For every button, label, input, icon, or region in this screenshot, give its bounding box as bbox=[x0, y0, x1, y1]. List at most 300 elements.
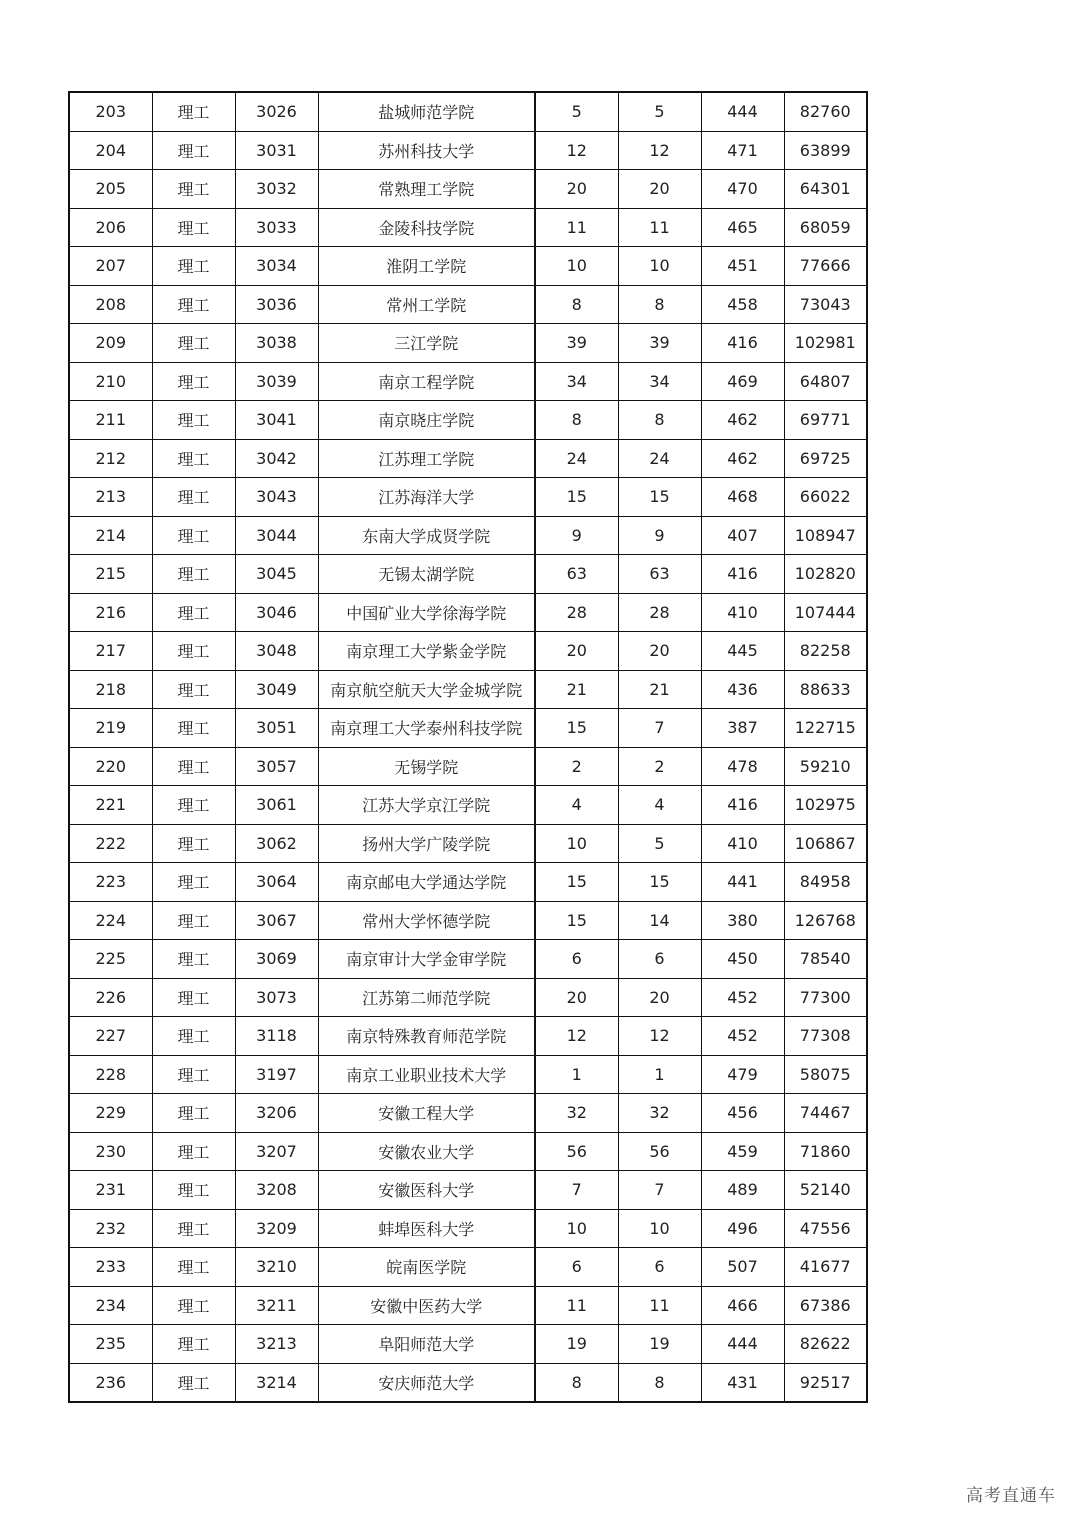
cell-score: 451 bbox=[701, 247, 784, 286]
cell-rank: 41677 bbox=[784, 1248, 867, 1287]
cell-name: 无锡太湖学院 bbox=[318, 555, 535, 594]
cell-enrolled: 10 bbox=[618, 1209, 701, 1248]
cell-plan: 24 bbox=[535, 439, 618, 478]
cell-rank: 63899 bbox=[784, 131, 867, 170]
cell-category: 理工 bbox=[152, 478, 235, 517]
cell-index: 226 bbox=[69, 978, 152, 1017]
cell-rank: 102975 bbox=[784, 786, 867, 825]
cell-category: 理工 bbox=[152, 709, 235, 748]
cell-plan: 21 bbox=[535, 670, 618, 709]
admission-score-table bbox=[68, 91, 868, 1403]
table-row bbox=[69, 439, 867, 478]
table-row bbox=[69, 1286, 867, 1325]
cell-enrolled: 1 bbox=[618, 1055, 701, 1094]
cell-plan: 10 bbox=[535, 824, 618, 863]
cell-score: 410 bbox=[701, 593, 784, 632]
cell-score: 478 bbox=[701, 747, 784, 786]
cell-index: 221 bbox=[69, 786, 152, 825]
cell-score: 507 bbox=[701, 1248, 784, 1287]
cell-rank: 82622 bbox=[784, 1325, 867, 1364]
table-row bbox=[69, 247, 867, 286]
cell-rank: 64807 bbox=[784, 362, 867, 401]
cell-category: 理工 bbox=[152, 632, 235, 671]
cell-rank: 84958 bbox=[784, 863, 867, 902]
table-row bbox=[69, 1017, 867, 1056]
cell-index: 210 bbox=[69, 362, 152, 401]
table-row bbox=[69, 593, 867, 632]
cell-name: 常州工学院 bbox=[318, 285, 535, 324]
cell-score: 462 bbox=[701, 439, 784, 478]
cell-enrolled: 15 bbox=[618, 863, 701, 902]
cell-name: 淮阴工学院 bbox=[318, 247, 535, 286]
cell-name: 常熟理工学院 bbox=[318, 170, 535, 209]
cell-name: 南京理工大学泰州科技学院 bbox=[318, 709, 535, 748]
cell-enrolled: 20 bbox=[618, 978, 701, 1017]
cell-name: 金陵科技学院 bbox=[318, 208, 535, 247]
cell-index: 211 bbox=[69, 401, 152, 440]
table-row bbox=[69, 1094, 867, 1133]
table-row bbox=[69, 170, 867, 209]
cell-plan: 56 bbox=[535, 1132, 618, 1171]
cell-score: 445 bbox=[701, 632, 784, 671]
cell-category: 理工 bbox=[152, 901, 235, 940]
cell-plan: 11 bbox=[535, 208, 618, 247]
cell-score: 444 bbox=[701, 92, 784, 131]
cell-category: 理工 bbox=[152, 516, 235, 555]
cell-category: 理工 bbox=[152, 1017, 235, 1056]
cell-category: 理工 bbox=[152, 1171, 235, 1210]
cell-enrolled: 4 bbox=[618, 786, 701, 825]
cell-score: 416 bbox=[701, 324, 784, 363]
cell-name: 南京工程学院 bbox=[318, 362, 535, 401]
cell-code: 3036 bbox=[235, 285, 318, 324]
cell-index: 223 bbox=[69, 863, 152, 902]
cell-index: 203 bbox=[69, 92, 152, 131]
cell-index: 234 bbox=[69, 1286, 152, 1325]
cell-code: 3046 bbox=[235, 593, 318, 632]
cell-score: 452 bbox=[701, 978, 784, 1017]
cell-name: 安徽农业大学 bbox=[318, 1132, 535, 1171]
cell-category: 理工 bbox=[152, 670, 235, 709]
cell-enrolled: 39 bbox=[618, 324, 701, 363]
cell-plan: 34 bbox=[535, 362, 618, 401]
cell-score: 431 bbox=[701, 1363, 784, 1402]
cell-plan: 32 bbox=[535, 1094, 618, 1133]
cell-score: 465 bbox=[701, 208, 784, 247]
cell-index: 216 bbox=[69, 593, 152, 632]
cell-index: 230 bbox=[69, 1132, 152, 1171]
cell-category: 理工 bbox=[152, 401, 235, 440]
cell-code: 3211 bbox=[235, 1286, 318, 1325]
cell-index: 217 bbox=[69, 632, 152, 671]
table-row bbox=[69, 92, 867, 131]
cell-name: 江苏第二师范学院 bbox=[318, 978, 535, 1017]
cell-rank: 82760 bbox=[784, 92, 867, 131]
cell-enrolled: 14 bbox=[618, 901, 701, 940]
cell-enrolled: 10 bbox=[618, 247, 701, 286]
cell-code: 3051 bbox=[235, 709, 318, 748]
cell-plan: 10 bbox=[535, 247, 618, 286]
cell-rank: 64301 bbox=[784, 170, 867, 209]
cell-score: 380 bbox=[701, 901, 784, 940]
cell-enrolled: 56 bbox=[618, 1132, 701, 1171]
cell-category: 理工 bbox=[152, 1325, 235, 1364]
cell-enrolled: 21 bbox=[618, 670, 701, 709]
cell-score: 496 bbox=[701, 1209, 784, 1248]
cell-plan: 11 bbox=[535, 1286, 618, 1325]
table-row bbox=[69, 901, 867, 940]
cell-rank: 66022 bbox=[784, 478, 867, 517]
cell-index: 213 bbox=[69, 478, 152, 517]
cell-plan: 20 bbox=[535, 978, 618, 1017]
cell-score: 452 bbox=[701, 1017, 784, 1056]
cell-category: 理工 bbox=[152, 978, 235, 1017]
cell-code: 3026 bbox=[235, 92, 318, 131]
cell-category: 理工 bbox=[152, 940, 235, 979]
cell-name: 安徽医科大学 bbox=[318, 1171, 535, 1210]
cell-name: 东南大学成贤学院 bbox=[318, 516, 535, 555]
table-row bbox=[69, 362, 867, 401]
cell-code: 3032 bbox=[235, 170, 318, 209]
cell-enrolled: 63 bbox=[618, 555, 701, 594]
cell-rank: 82258 bbox=[784, 632, 867, 671]
table-row bbox=[69, 516, 867, 555]
cell-enrolled: 12 bbox=[618, 131, 701, 170]
cell-index: 215 bbox=[69, 555, 152, 594]
table-row bbox=[69, 285, 867, 324]
cell-name: 皖南医学院 bbox=[318, 1248, 535, 1287]
cell-enrolled: 8 bbox=[618, 401, 701, 440]
cell-score: 470 bbox=[701, 170, 784, 209]
cell-rank: 52140 bbox=[784, 1171, 867, 1210]
cell-score: 450 bbox=[701, 940, 784, 979]
cell-enrolled: 5 bbox=[618, 92, 701, 131]
cell-name: 江苏海洋大学 bbox=[318, 478, 535, 517]
cell-category: 理工 bbox=[152, 362, 235, 401]
cell-score: 471 bbox=[701, 131, 784, 170]
cell-index: 236 bbox=[69, 1363, 152, 1402]
cell-category: 理工 bbox=[152, 1286, 235, 1325]
cell-enrolled: 12 bbox=[618, 1017, 701, 1056]
cell-score: 387 bbox=[701, 709, 784, 748]
cell-index: 227 bbox=[69, 1017, 152, 1056]
cell-score: 416 bbox=[701, 555, 784, 594]
table-row bbox=[69, 940, 867, 979]
cell-code: 3118 bbox=[235, 1017, 318, 1056]
cell-rank: 102820 bbox=[784, 555, 867, 594]
cell-code: 3197 bbox=[235, 1055, 318, 1094]
cell-index: 214 bbox=[69, 516, 152, 555]
cell-enrolled: 15 bbox=[618, 478, 701, 517]
cell-index: 220 bbox=[69, 747, 152, 786]
cell-category: 理工 bbox=[152, 131, 235, 170]
cell-score: 416 bbox=[701, 786, 784, 825]
cell-code: 3209 bbox=[235, 1209, 318, 1248]
cell-score: 469 bbox=[701, 362, 784, 401]
table-row bbox=[69, 1171, 867, 1210]
cell-score: 479 bbox=[701, 1055, 784, 1094]
cell-index: 207 bbox=[69, 247, 152, 286]
cell-code: 3034 bbox=[235, 247, 318, 286]
cell-rank: 59210 bbox=[784, 747, 867, 786]
cell-name: 扬州大学广陵学院 bbox=[318, 824, 535, 863]
cell-rank: 88633 bbox=[784, 670, 867, 709]
cell-enrolled: 11 bbox=[618, 208, 701, 247]
table-row bbox=[69, 1363, 867, 1402]
cell-code: 3213 bbox=[235, 1325, 318, 1364]
cell-plan: 1 bbox=[535, 1055, 618, 1094]
cell-enrolled: 7 bbox=[618, 709, 701, 748]
table-row bbox=[69, 786, 867, 825]
cell-category: 理工 bbox=[152, 170, 235, 209]
cell-plan: 20 bbox=[535, 170, 618, 209]
table-row bbox=[69, 208, 867, 247]
cell-rank: 67386 bbox=[784, 1286, 867, 1325]
cell-code: 3073 bbox=[235, 978, 318, 1017]
cell-category: 理工 bbox=[152, 1209, 235, 1248]
cell-plan: 2 bbox=[535, 747, 618, 786]
cell-code: 3031 bbox=[235, 131, 318, 170]
cell-enrolled: 20 bbox=[618, 632, 701, 671]
cell-code: 3045 bbox=[235, 555, 318, 594]
table-row bbox=[69, 709, 867, 748]
cell-name: 南京工业职业技术大学 bbox=[318, 1055, 535, 1094]
cell-code: 3206 bbox=[235, 1094, 318, 1133]
cell-code: 3044 bbox=[235, 516, 318, 555]
cell-code: 3048 bbox=[235, 632, 318, 671]
watermark-text: 高考直通车 bbox=[966, 1486, 1056, 1506]
cell-name: 南京晓庄学院 bbox=[318, 401, 535, 440]
table-row bbox=[69, 401, 867, 440]
cell-score: 466 bbox=[701, 1286, 784, 1325]
cell-score: 407 bbox=[701, 516, 784, 555]
cell-index: 228 bbox=[69, 1055, 152, 1094]
cell-plan: 4 bbox=[535, 786, 618, 825]
cell-name: 南京邮电大学通达学院 bbox=[318, 863, 535, 902]
cell-name: 三江学院 bbox=[318, 324, 535, 363]
table-body bbox=[69, 92, 867, 1402]
cell-name: 无锡学院 bbox=[318, 747, 535, 786]
cell-code: 3033 bbox=[235, 208, 318, 247]
cell-plan: 28 bbox=[535, 593, 618, 632]
cell-category: 理工 bbox=[152, 92, 235, 131]
cell-code: 3067 bbox=[235, 901, 318, 940]
table-row bbox=[69, 1209, 867, 1248]
cell-plan: 12 bbox=[535, 1017, 618, 1056]
cell-rank: 69771 bbox=[784, 401, 867, 440]
cell-enrolled: 9 bbox=[618, 516, 701, 555]
cell-plan: 12 bbox=[535, 131, 618, 170]
cell-enrolled: 11 bbox=[618, 1286, 701, 1325]
cell-category: 理工 bbox=[152, 1094, 235, 1133]
cell-code: 3049 bbox=[235, 670, 318, 709]
cell-code: 3061 bbox=[235, 786, 318, 825]
cell-name: 南京特殊教育师范学院 bbox=[318, 1017, 535, 1056]
cell-name: 苏州科技大学 bbox=[318, 131, 535, 170]
cell-plan: 15 bbox=[535, 901, 618, 940]
cell-category: 理工 bbox=[152, 247, 235, 286]
cell-rank: 107444 bbox=[784, 593, 867, 632]
cell-code: 3207 bbox=[235, 1132, 318, 1171]
cell-score: 441 bbox=[701, 863, 784, 902]
cell-category: 理工 bbox=[152, 786, 235, 825]
table-row bbox=[69, 324, 867, 363]
cell-code: 3041 bbox=[235, 401, 318, 440]
cell-enrolled: 34 bbox=[618, 362, 701, 401]
cell-plan: 8 bbox=[535, 1363, 618, 1402]
table-row bbox=[69, 555, 867, 594]
cell-category: 理工 bbox=[152, 285, 235, 324]
table-row bbox=[69, 1132, 867, 1171]
cell-rank: 77300 bbox=[784, 978, 867, 1017]
cell-index: 206 bbox=[69, 208, 152, 247]
cell-name: 盐城师范学院 bbox=[318, 92, 535, 131]
cell-index: 224 bbox=[69, 901, 152, 940]
cell-code: 3064 bbox=[235, 863, 318, 902]
cell-code: 3057 bbox=[235, 747, 318, 786]
cell-code: 3043 bbox=[235, 478, 318, 517]
cell-name: 江苏大学京江学院 bbox=[318, 786, 535, 825]
cell-index: 231 bbox=[69, 1171, 152, 1210]
cell-name: 阜阳师范大学 bbox=[318, 1325, 535, 1364]
cell-index: 233 bbox=[69, 1248, 152, 1287]
cell-index: 205 bbox=[69, 170, 152, 209]
cell-code: 3062 bbox=[235, 824, 318, 863]
cell-rank: 71860 bbox=[784, 1132, 867, 1171]
cell-index: 208 bbox=[69, 285, 152, 324]
cell-enrolled: 28 bbox=[618, 593, 701, 632]
cell-rank: 68059 bbox=[784, 208, 867, 247]
cell-category: 理工 bbox=[152, 863, 235, 902]
cell-rank: 108947 bbox=[784, 516, 867, 555]
cell-name: 南京理工大学紫金学院 bbox=[318, 632, 535, 671]
cell-category: 理工 bbox=[152, 1363, 235, 1402]
cell-score: 489 bbox=[701, 1171, 784, 1210]
cell-index: 212 bbox=[69, 439, 152, 478]
cell-index: 219 bbox=[69, 709, 152, 748]
cell-category: 理工 bbox=[152, 208, 235, 247]
cell-plan: 6 bbox=[535, 1248, 618, 1287]
cell-rank: 47556 bbox=[784, 1209, 867, 1248]
cell-index: 225 bbox=[69, 940, 152, 979]
cell-index: 209 bbox=[69, 324, 152, 363]
cell-code: 3042 bbox=[235, 439, 318, 478]
cell-enrolled: 24 bbox=[618, 439, 701, 478]
cell-code: 3214 bbox=[235, 1363, 318, 1402]
cell-rank: 58075 bbox=[784, 1055, 867, 1094]
table-row bbox=[69, 863, 867, 902]
cell-category: 理工 bbox=[152, 1055, 235, 1094]
cell-index: 222 bbox=[69, 824, 152, 863]
cell-enrolled: 2 bbox=[618, 747, 701, 786]
cell-name: 安庆师范大学 bbox=[318, 1363, 535, 1402]
cell-index: 229 bbox=[69, 1094, 152, 1133]
cell-category: 理工 bbox=[152, 747, 235, 786]
cell-code: 3038 bbox=[235, 324, 318, 363]
cell-category: 理工 bbox=[152, 555, 235, 594]
cell-rank: 69725 bbox=[784, 439, 867, 478]
cell-code: 3210 bbox=[235, 1248, 318, 1287]
cell-enrolled: 8 bbox=[618, 285, 701, 324]
cell-score: 456 bbox=[701, 1094, 784, 1133]
table-row bbox=[69, 478, 867, 517]
table-row bbox=[69, 131, 867, 170]
cell-plan: 39 bbox=[535, 324, 618, 363]
cell-score: 410 bbox=[701, 824, 784, 863]
cell-rank: 77308 bbox=[784, 1017, 867, 1056]
cell-index: 235 bbox=[69, 1325, 152, 1364]
cell-enrolled: 32 bbox=[618, 1094, 701, 1133]
cell-rank: 73043 bbox=[784, 285, 867, 324]
cell-rank: 77666 bbox=[784, 247, 867, 286]
table-row bbox=[69, 978, 867, 1017]
cell-score: 444 bbox=[701, 1325, 784, 1364]
cell-enrolled: 6 bbox=[618, 1248, 701, 1287]
cell-plan: 15 bbox=[535, 478, 618, 517]
cell-plan: 63 bbox=[535, 555, 618, 594]
cell-category: 理工 bbox=[152, 324, 235, 363]
cell-enrolled: 6 bbox=[618, 940, 701, 979]
cell-rank: 78540 bbox=[784, 940, 867, 979]
cell-enrolled: 7 bbox=[618, 1171, 701, 1210]
cell-plan: 20 bbox=[535, 632, 618, 671]
cell-score: 462 bbox=[701, 401, 784, 440]
cell-rank: 126768 bbox=[784, 901, 867, 940]
cell-enrolled: 20 bbox=[618, 170, 701, 209]
cell-plan: 19 bbox=[535, 1325, 618, 1364]
cell-index: 204 bbox=[69, 131, 152, 170]
cell-plan: 8 bbox=[535, 285, 618, 324]
cell-plan: 7 bbox=[535, 1171, 618, 1210]
cell-rank: 74467 bbox=[784, 1094, 867, 1133]
cell-index: 232 bbox=[69, 1209, 152, 1248]
cell-category: 理工 bbox=[152, 824, 235, 863]
table-row bbox=[69, 1248, 867, 1287]
cell-name: 江苏理工学院 bbox=[318, 439, 535, 478]
cell-rank: 92517 bbox=[784, 1363, 867, 1402]
cell-rank: 122715 bbox=[784, 709, 867, 748]
table-row bbox=[69, 670, 867, 709]
table-row bbox=[69, 1055, 867, 1094]
cell-enrolled: 5 bbox=[618, 824, 701, 863]
cell-enrolled: 19 bbox=[618, 1325, 701, 1364]
table-row bbox=[69, 824, 867, 863]
cell-name: 常州大学怀德学院 bbox=[318, 901, 535, 940]
cell-name: 南京审计大学金审学院 bbox=[318, 940, 535, 979]
cell-code: 3069 bbox=[235, 940, 318, 979]
table-row bbox=[69, 632, 867, 671]
cell-plan: 15 bbox=[535, 709, 618, 748]
cell-category: 理工 bbox=[152, 1132, 235, 1171]
cell-score: 468 bbox=[701, 478, 784, 517]
cell-rank: 102981 bbox=[784, 324, 867, 363]
cell-name: 中国矿业大学徐海学院 bbox=[318, 593, 535, 632]
cell-name: 安徽工程大学 bbox=[318, 1094, 535, 1133]
cell-plan: 5 bbox=[535, 92, 618, 131]
cell-index: 218 bbox=[69, 670, 152, 709]
cell-rank: 106867 bbox=[784, 824, 867, 863]
cell-category: 理工 bbox=[152, 1248, 235, 1287]
cell-score: 458 bbox=[701, 285, 784, 324]
cell-category: 理工 bbox=[152, 593, 235, 632]
cell-code: 3039 bbox=[235, 362, 318, 401]
cell-plan: 15 bbox=[535, 863, 618, 902]
cell-code: 3208 bbox=[235, 1171, 318, 1210]
cell-name: 蚌埠医科大学 bbox=[318, 1209, 535, 1248]
cell-plan: 6 bbox=[535, 940, 618, 979]
cell-category: 理工 bbox=[152, 439, 235, 478]
table-row bbox=[69, 1325, 867, 1364]
